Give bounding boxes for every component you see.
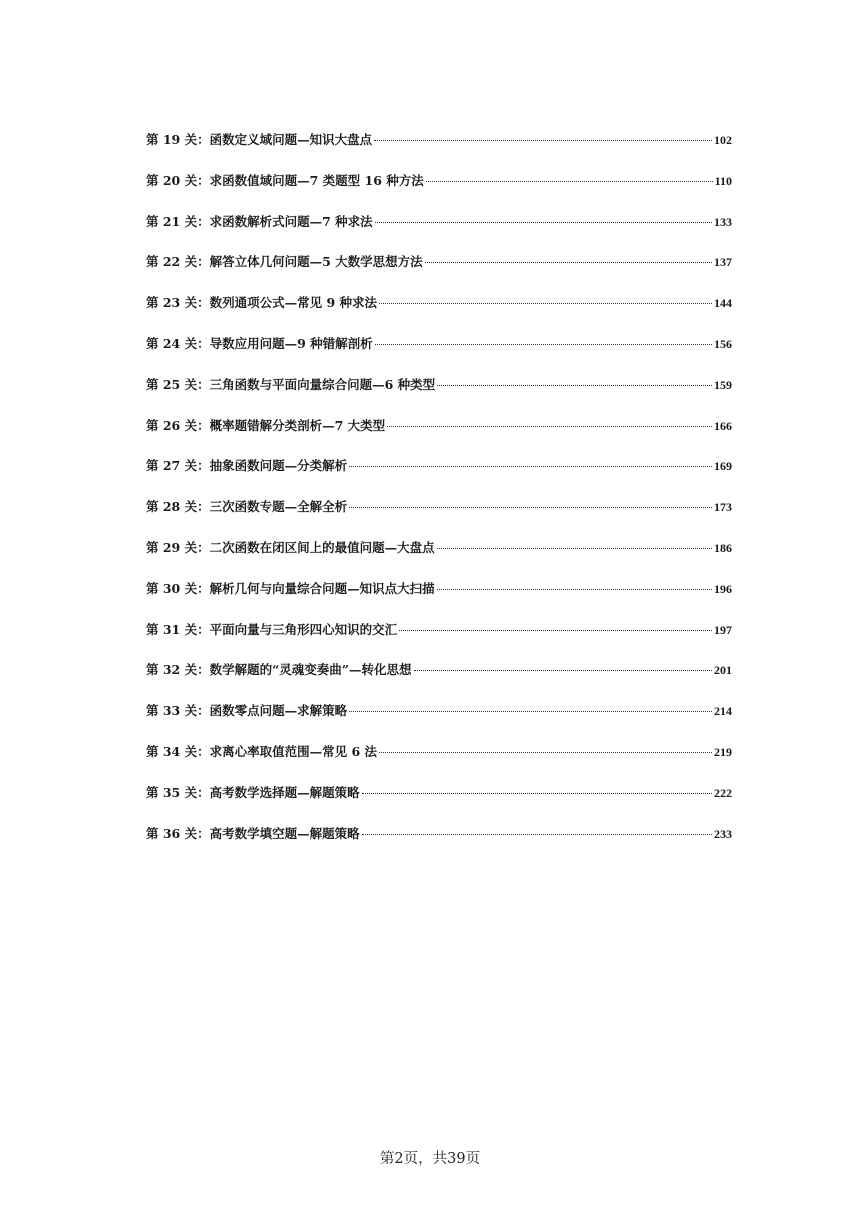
toc-page-number: 219 <box>714 744 732 759</box>
toc-page-number: 201 <box>714 663 732 678</box>
toc-title: 导数应用问题—9 种错解剖析 <box>209 335 373 351</box>
toc-title: 概率题错解分类剖析—7 大类型 <box>209 417 386 433</box>
toc-title: 数列通项公式—常见 9 种求法 <box>209 295 378 311</box>
toc-title: 二次函数在闭区间上的最值问题—大盘点 <box>209 539 435 555</box>
toc-dot-leader <box>387 426 712 427</box>
table-of-contents <box>146 130 732 864</box>
toc-dot-leader <box>437 548 712 549</box>
toc-title: 抽象函数问题—分类解析 <box>209 458 348 474</box>
toc-dot-leader <box>437 385 712 386</box>
toc-entry[interactable] <box>146 252 732 293</box>
toc-title: 高考数学填空题—解题策略 <box>209 825 360 841</box>
toc-title: 三次函数专题—全解全析 <box>209 499 348 515</box>
toc-title: 三角函数与平面向量综合问题—6 种类型 <box>209 376 436 392</box>
toc-entry[interactable] <box>146 497 732 538</box>
page-footer <box>0 1147 860 1168</box>
toc-chapter-number: 第 26 关： <box>146 417 210 433</box>
toc-entry[interactable] <box>146 660 732 701</box>
toc-dot-leader <box>374 140 712 141</box>
toc-dot-leader <box>362 793 712 794</box>
toc-chapter-number: 第 22 关： <box>146 254 210 270</box>
toc-entry[interactable] <box>146 171 732 212</box>
toc-page-number: 186 <box>714 540 732 555</box>
toc-entry[interactable] <box>146 375 732 416</box>
toc-entry[interactable] <box>146 212 732 253</box>
toc-entry[interactable] <box>146 293 732 334</box>
toc-dot-leader <box>379 752 712 753</box>
toc-page-number: 137 <box>714 255 732 270</box>
toc-chapter-number: 第 20 关： <box>146 172 210 188</box>
toc-title: 求函数值域问题—7 类题型 16 种方法 <box>209 172 424 188</box>
toc-dot-leader <box>426 181 713 182</box>
toc-chapter-number: 第 24 关： <box>146 335 210 351</box>
toc-chapter-number: 第 30 关： <box>146 580 210 596</box>
toc-entry[interactable] <box>146 334 732 375</box>
toc-page-number: 144 <box>714 296 732 311</box>
toc-page-number: 222 <box>714 785 732 800</box>
page-number-label: 第2页，共39页 <box>379 1151 481 1167</box>
toc-page-number: 166 <box>714 418 732 433</box>
toc-page-number: 102 <box>714 133 732 147</box>
toc-chapter-number: 第 19 关： <box>146 132 210 147</box>
toc-entry[interactable] <box>146 742 732 783</box>
toc-title: 函数定义域问题—知识大盘点 <box>209 132 373 147</box>
toc-chapter-number: 第 28 关： <box>146 499 210 515</box>
toc-dot-leader <box>349 466 712 467</box>
toc-dot-leader <box>349 711 712 712</box>
toc-page-number: 133 <box>714 214 732 229</box>
toc-chapter-number: 第 25 关： <box>146 376 210 392</box>
toc-title: 解答立体几何问题—5 大数学思想方法 <box>209 254 423 270</box>
toc-entry[interactable] <box>146 130 732 171</box>
toc-entry[interactable] <box>146 456 732 497</box>
toc-entry[interactable] <box>146 824 732 865</box>
toc-dot-leader <box>437 589 712 590</box>
toc-entry[interactable] <box>146 701 732 742</box>
toc-title: 数学解题的“灵魂变奏曲”—转化思想 <box>209 662 412 678</box>
toc-entry[interactable] <box>146 579 732 620</box>
toc-chapter-number: 第 31 关： <box>146 621 210 637</box>
toc-page-number: 110 <box>714 173 732 188</box>
toc-entry[interactable] <box>146 538 732 579</box>
toc-title: 高考数学选择题—解题策略 <box>209 784 360 800</box>
toc-page-number: 197 <box>714 622 732 637</box>
toc-page-number: 196 <box>714 581 732 596</box>
toc-dot-leader <box>362 834 712 835</box>
toc-page-number: 214 <box>714 704 732 719</box>
toc-title: 解析几何与向量综合问题—知识点大扫描 <box>209 580 435 596</box>
toc-chapter-number: 第 27 关： <box>146 458 210 474</box>
toc-chapter-number: 第 29 关： <box>146 539 210 555</box>
toc-chapter-number: 第 36 关： <box>146 825 210 841</box>
toc-title: 求离心率取值范围—常见 6 法 <box>209 743 378 759</box>
toc-dot-leader <box>379 303 712 304</box>
toc-dot-leader <box>375 344 712 345</box>
toc-title: 函数零点问题—求解策略 <box>209 703 348 719</box>
toc-entry[interactable] <box>146 416 732 457</box>
toc-dot-leader <box>425 262 712 263</box>
toc-chapter-number: 第 23 关： <box>146 295 210 311</box>
toc-entry[interactable] <box>146 783 732 824</box>
toc-dot-leader <box>375 222 712 223</box>
toc-chapter-number: 第 32 关： <box>146 662 210 678</box>
toc-dot-leader <box>349 507 712 508</box>
toc-dot-leader <box>399 630 712 631</box>
toc-chapter-number: 第 34 关： <box>146 743 210 759</box>
toc-page-number: 233 <box>714 826 732 841</box>
toc-dot-leader <box>414 670 713 671</box>
toc-title: 平面向量与三角形四心知识的交汇 <box>209 621 398 637</box>
toc-title: 求函数解析式问题—7 种求法 <box>209 213 373 229</box>
toc-chapter-number: 第 21 关： <box>146 213 210 229</box>
toc-page-number: 156 <box>714 336 732 351</box>
toc-chapter-number: 第 33 关： <box>146 703 210 719</box>
toc-page-number: 169 <box>714 459 732 474</box>
toc-page-number: 159 <box>714 377 732 392</box>
toc-entry[interactable] <box>146 620 732 661</box>
toc-page-number: 173 <box>714 500 732 515</box>
toc-chapter-number: 第 35 关： <box>146 784 210 800</box>
